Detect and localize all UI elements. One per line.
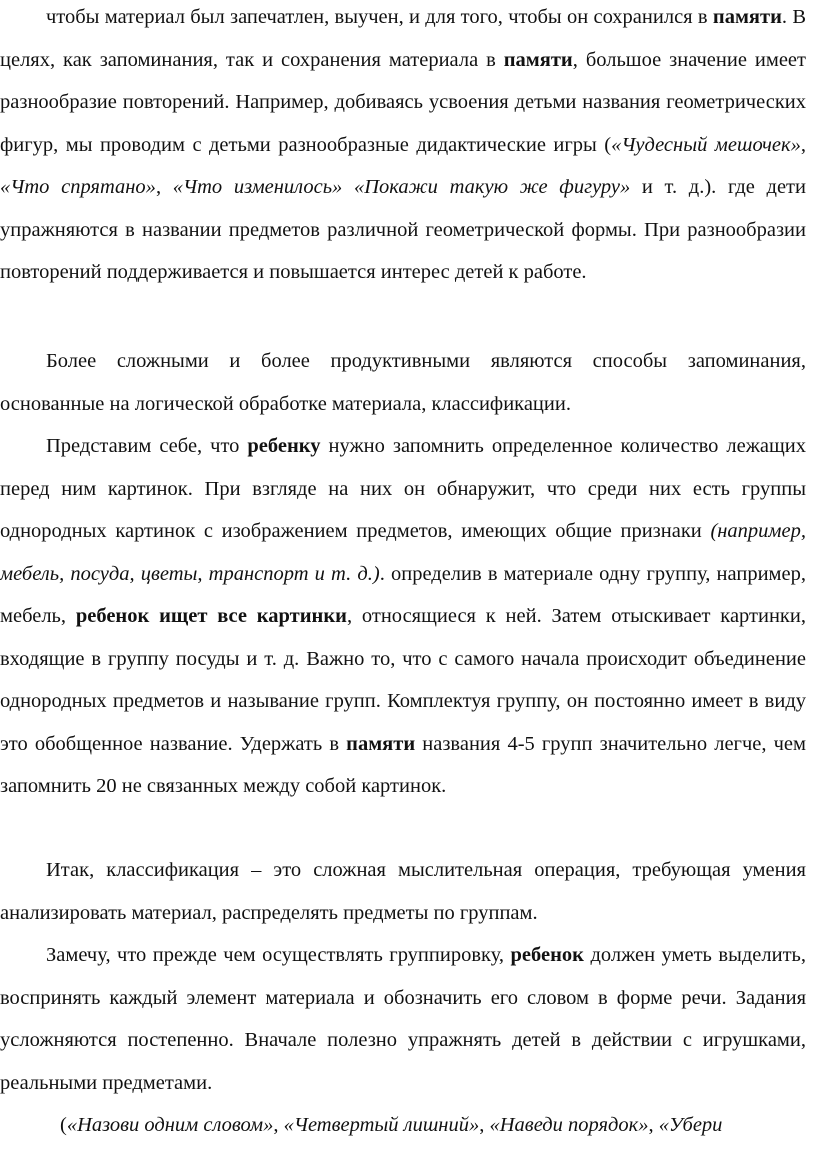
italic-text: «Наведи порядок» xyxy=(489,1114,649,1136)
text-run: должен уметь выделить, воспринять каждый элемент материала и обозначить его словом в форме речи. Задания усложняются постепенно. Вначале полезно упражнять детей в действии с игрушками, реальными предметами. xyxy=(0,944,806,1094)
italic-text: «Четвертый лишний» xyxy=(283,1114,480,1136)
italic-text: (например, мебель, посуда, цветы, транспорт и т. д.) xyxy=(0,520,806,585)
bold-text: памяти xyxy=(712,6,782,28)
text-run: , xyxy=(273,1114,284,1136)
bold-text: ребенок ищет все картинки xyxy=(75,605,347,627)
text-run: , xyxy=(479,1114,490,1136)
text-run: Замечу, что прежде чем осуществлять группировку, xyxy=(46,944,511,966)
text-run: нужно запомнить определенное количество лежащих перед ним картинок. При взгляде на них он обнаружит, что среди них есть группы однородных картинок с изображением предметов, имеющих общие признаки xyxy=(0,435,806,542)
text-run: . определив в материале одну группу, например, мебель, xyxy=(0,562,806,627)
text-run: Итак, классификация – это сложная мыслительная операция, требующая умения анализировать материал, распределять предметы по группам. xyxy=(0,859,806,924)
text-run: , большое значение имеет разнообразие повторений. Например, добиваясь усвоения детьми названия геометрических фигур, мы проводим с детьми разнообразные дидактические игры ( xyxy=(0,48,806,156)
text-run: , xyxy=(800,133,807,156)
text-run: ( xyxy=(60,1114,67,1136)
paragraph-repetition xyxy=(0,0,806,294)
paragraph-perception xyxy=(0,934,806,1104)
text-run: Представим себе, что xyxy=(46,435,248,457)
italic-text: «Убери xyxy=(658,1114,723,1136)
text-run: , xyxy=(648,1114,659,1136)
text-run: названия 4-5 групп значительно легче, чем запомнить 20 не связанных между собой картинок. xyxy=(0,732,806,797)
bold-text: ребенок xyxy=(510,944,584,966)
italic-text: «Что изменилось» «Покажи такую же фигуру» xyxy=(172,176,631,198)
bold-text: ребенку xyxy=(247,435,321,457)
text-run: . В целях, как запоминания, так и сохранения материала в xyxy=(0,6,806,71)
paragraph-logical-methods xyxy=(0,340,806,425)
text-run: , относящиеся к ней. Затем отыскивает картинки, входящие в группу посуды и т. д. Важно то, что с самого начала происходит объединение однородных предметов и называние групп. Комплектуя группу, он постоянно имеет в виду это обобщенное название. Удержать в xyxy=(0,605,806,755)
italic-text: «Назови одним словом» xyxy=(66,1114,274,1136)
bold-text: памяти xyxy=(346,732,416,755)
text-run: Более сложными и более продуктивными являются способы запоминания, основанные на логической обработке материала, классификации. xyxy=(0,350,806,415)
paragraph-games-list xyxy=(0,1104,806,1147)
paragraph-picture-grouping xyxy=(0,425,806,808)
italic-text: «Чудесный мешочек» xyxy=(611,133,801,156)
text-run: и т. д.). где дети упражняются в названии предметов различной геометрической формы. При разнообразии повторений поддерживается и повышается интерес детей к работе. xyxy=(0,176,806,283)
bold-text: памяти xyxy=(503,48,573,71)
paragraph-classification xyxy=(0,849,806,934)
text-run: , xyxy=(155,176,173,198)
text-run: чтобы материал был запечатлен, выучен, и для того, чтобы он сохранился в xyxy=(46,6,713,28)
italic-text: «Что спрятано» xyxy=(0,176,156,198)
